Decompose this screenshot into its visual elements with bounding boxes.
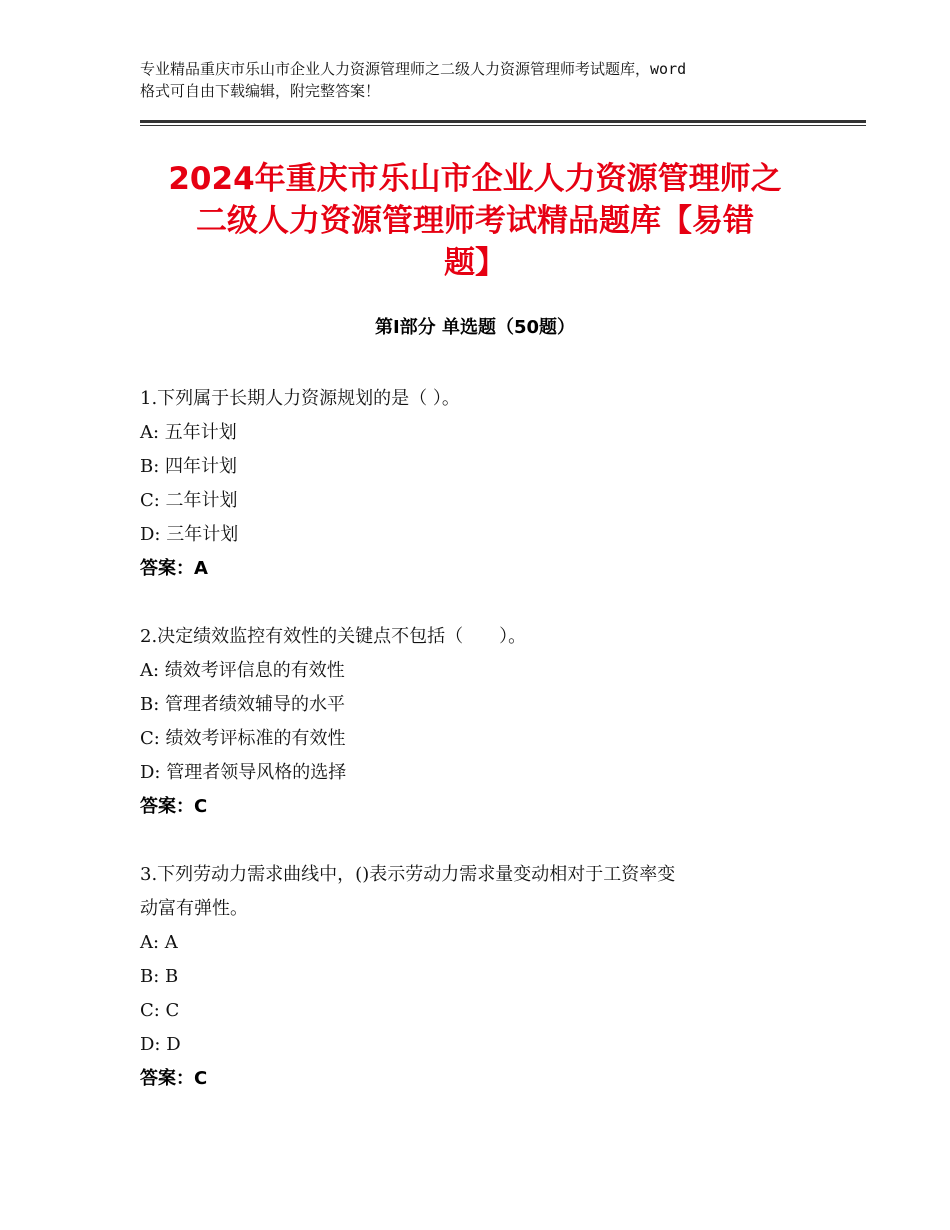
answer-label: 答案：C	[140, 796, 208, 817]
option-c: C: 二年计划	[140, 490, 238, 511]
option-d: D: 管理者领导风格的选择	[140, 762, 347, 783]
option-c: C: C	[140, 1000, 180, 1021]
option-b: B: 四年计划	[140, 456, 238, 477]
header-divider-thin	[140, 125, 866, 126]
answer-label: 答案：A	[140, 558, 208, 579]
section-title: 第Ⅰ部分 单选题（50题）	[374, 317, 575, 338]
option-d: D: D	[140, 1034, 181, 1055]
question-item	[140, 858, 840, 1096]
document-title	[120, 158, 830, 284]
option-a: A: 五年计划	[140, 422, 237, 443]
question-text-continued: 动富有弹性。	[140, 898, 248, 919]
question-text: 1.下列属于长期人力资源规划的是（ ）。	[140, 388, 460, 409]
option-b: B: 管理者绩效辅导的水平	[140, 694, 346, 715]
question-text: 2.决定绩效监控有效性的关键点不包括（ ）。	[140, 626, 527, 647]
question-text: 3.下列劳动力需求曲线中，()表示劳动力需求量变动相对于工资率变	[140, 864, 676, 885]
header-divider-thick	[140, 120, 866, 123]
title-line: 题】	[444, 245, 506, 281]
option-c: C: 绩效考评标准的有效性	[140, 728, 346, 749]
option-b: B: B	[140, 966, 179, 987]
header-note-line: 专业精品重庆市乐山市企业人力资源管理师之二级人力资源管理师考试题库，word	[140, 60, 687, 78]
option-a: A: 绩效考评信息的有效性	[140, 660, 345, 681]
option-d: D: 三年计划	[140, 524, 239, 545]
question-list	[140, 382, 840, 1130]
answer-label: 答案：C	[140, 1068, 208, 1089]
title-line: 2024年重庆市乐山市企业人力资源管理师之	[168, 161, 782, 197]
option-a: A: A	[140, 932, 178, 953]
question-item	[140, 620, 840, 824]
header-note-line: 格式可自由下载编辑，附完整答案！	[140, 82, 381, 100]
question-item	[140, 382, 840, 586]
title-line: 二级人力资源管理师考试精品题库【易错	[196, 203, 754, 239]
header-note	[140, 58, 830, 102]
